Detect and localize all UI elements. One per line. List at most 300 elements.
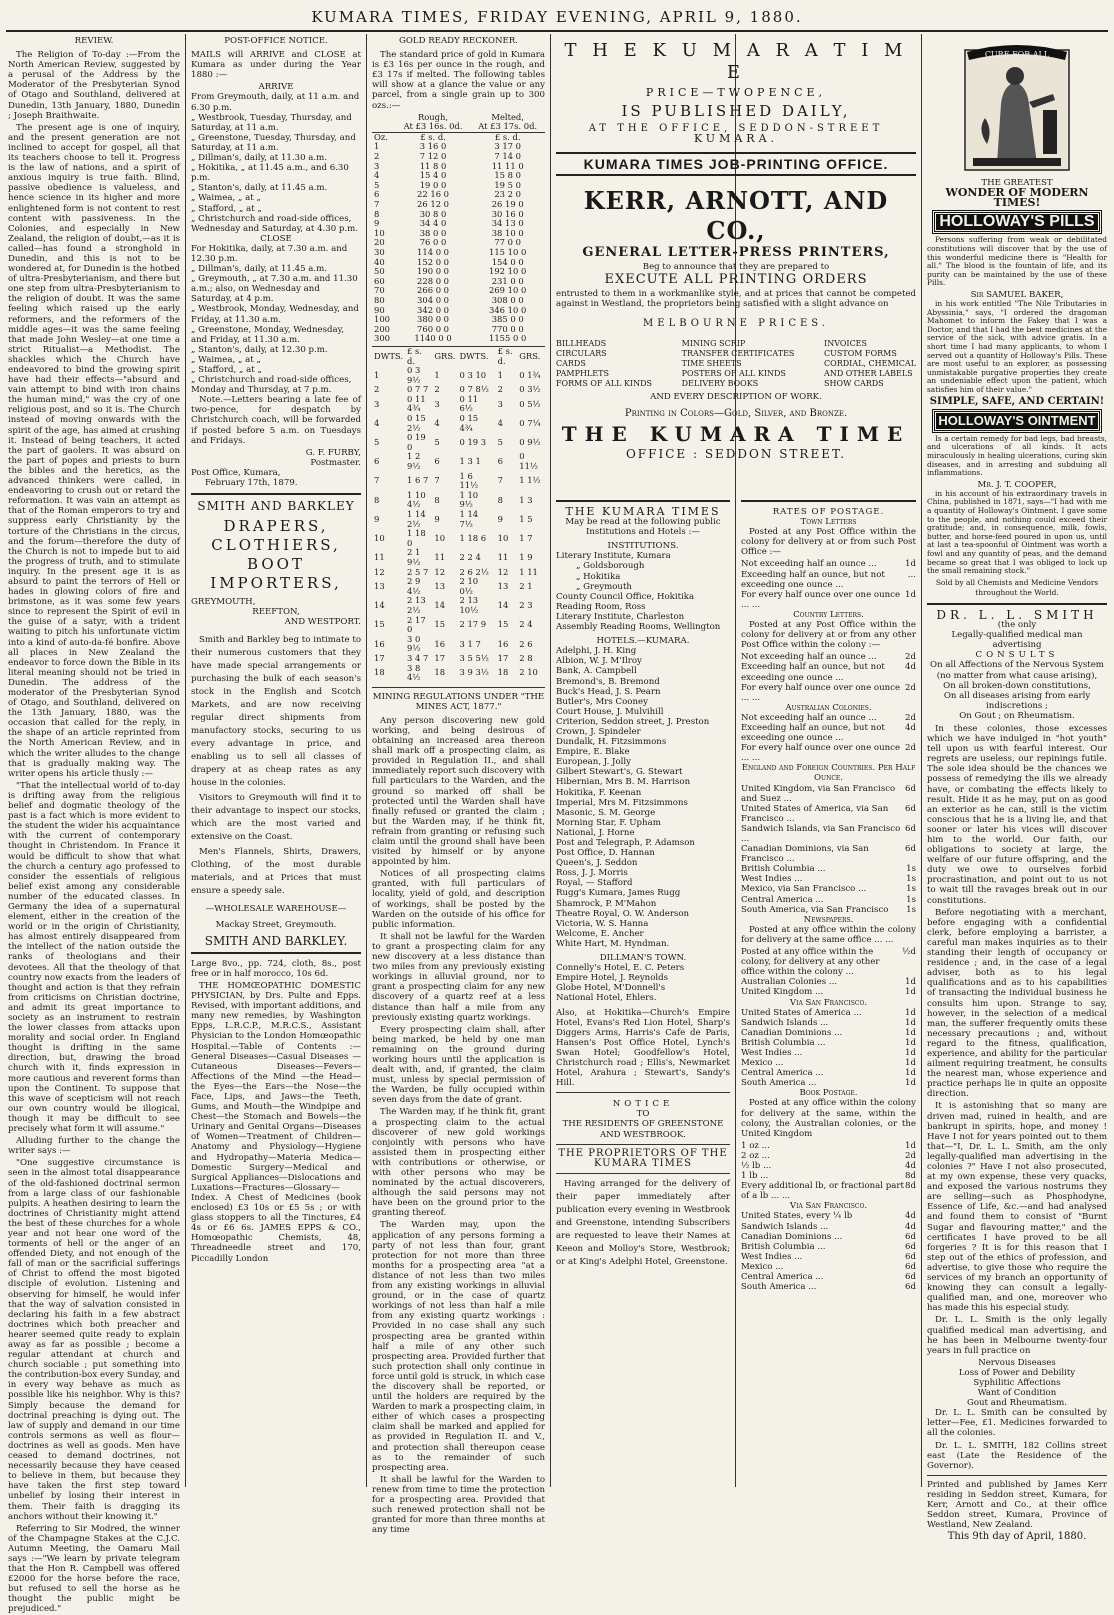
hotel-item: Theatre Royal, O. W. Anderson (556, 908, 690, 919)
consult-item: (no matter from what cause arising), (936, 670, 1098, 681)
postage-item: Not exceeding half an ounce ... (741, 559, 877, 570)
table-cell: 3 8 4½ (407, 662, 421, 683)
table-cell: 115 10 0 (489, 246, 527, 257)
table-cell: 34 4 0 (419, 218, 447, 229)
table-header: £ s. d. (420, 131, 446, 142)
table-cell: 1 10 9½ (459, 489, 479, 510)
table-row (372, 452, 545, 471)
postage-item: Exceeding half an ounce, but not exceeding one ounce ... (741, 569, 885, 590)
table-cell: 11 (434, 552, 446, 563)
postage-rate: 4d (905, 1161, 916, 1171)
institution-item: Assembly Reading Rooms, Wellington (556, 622, 721, 633)
table-cell: 2 13 2½ (407, 595, 426, 615)
table-cell: 38 10 0 (491, 227, 524, 238)
table-cell: 760 0 0 (417, 323, 450, 334)
close-item: „ Greenstone, Monday, Wednesday, and Friday, at 11.30 a.m. (191, 324, 345, 345)
table-cell: 5 (434, 437, 440, 448)
table-cell: 192 10 0 (489, 266, 527, 277)
institutions-label: INSTITUTIONS. (607, 541, 679, 552)
postage-rate: 1d (905, 559, 916, 570)
arrive-label: ARRIVE (258, 82, 294, 93)
table-cell: 16 (497, 638, 509, 649)
print-item: DELIVERY BOOKS (681, 379, 759, 389)
postage-row (741, 570, 916, 590)
rough-label: Rough, (417, 111, 449, 122)
postage-intro: Posted at any office within the colony for delivery at the same office ... ... (741, 924, 916, 945)
table-row (372, 491, 545, 510)
postage-row (741, 1232, 916, 1242)
table-cell: 2 1 (519, 580, 533, 591)
institution-item: „ Greymouth (576, 581, 632, 592)
greatest-line: THE GREATEST (981, 178, 1053, 188)
close-item: „ Greymouth, „ at 7.30 a.m. and 11.30 a.m.; also, on Wednesday and Saturday, at 4 p.m. (191, 274, 358, 305)
postage-item: Sandwich Islands, via San Francisco ... (741, 823, 901, 844)
table-cell: 16 (374, 638, 385, 649)
table-cell: 0 15 2½ (407, 413, 426, 433)
print-item: CARDS (556, 359, 586, 369)
table-cell: 5 (497, 437, 503, 448)
arrive-item: „ Hokitika, „ at 11.45 a.m., and 6.30 p.m. (191, 163, 349, 184)
postage-rate: 6d (905, 823, 916, 834)
drapers-ad-body: Men's Flannels, Shirts, Drawers, Clothing, of the most durable materials, and at Prices that must ensure a speedy sale. (191, 846, 361, 896)
table-cell: 3 1 7 (459, 638, 481, 649)
table-cell: 30 (374, 246, 385, 257)
table-cell: 100 (374, 314, 390, 325)
table-cell: 14 (497, 600, 509, 611)
postage-rate: 6d (905, 844, 916, 855)
table-cell: 10 (434, 532, 446, 543)
review-paragraph: "One suggestive circumstance is seen in the almost total disappearance of the old-fashioned doctrinal sermon from a large class of our fashionable pulpits. A heathen desiring to learn the doctrines of Christianity might attend the best of these churches for a whole year and not hear one word of the torments of hell or the anger of an offended Diety, and not enough of the fall of man or the sacrificial sufferings of Christ to offend the most bigoted disciple of evolution. Listening and observing for himself, he would infer that the way of salvation consisted in declaring his faith in a few abstract doctrines which both preacher and hearer seemed quite ready to explain away as far as possible ; become a regular attendant at church and church sociable ; put something into the contribution-box every Sunday, and in every way behave as much as possible like his neighbor. Why is this? Simply because the demand for doctrinal preaching is dying out. The law of supply and demand in our time controls sermons as well as flour—doctrines as well as goods. Men have ceased to demand doctrines, not necessarily because they have ceased to believe in them, but because they have taken the first step toward unbelief by losing their interest in them. Their faith is dragging its anchors without their knowing it." (8, 1158, 180, 1522)
postage-item: West Indies ... (741, 1047, 803, 1058)
post-office-note: Note.—Letters bearing a late fee of two-pence, for despatch by Christchurch coach, will be forwarded if posted before 5 a.m. on Tuesdays and Fridays. (191, 395, 361, 446)
table-cell: 1 14 2½ (407, 509, 426, 529)
table-cell: 2 10 0½ (459, 576, 479, 596)
table-cell: 5 (374, 179, 380, 190)
postage-rate: 1d (905, 1047, 916, 1058)
health-goddess-emblem (957, 34, 1077, 174)
wholesale-line: —WHOLESALE WAREHOUSE— (205, 903, 347, 914)
table-cell: 1 7 (519, 532, 533, 543)
table-cell: 15 4 0 (419, 170, 447, 181)
postage-rate: 1d (905, 1140, 916, 1151)
table-cell: 0 5½ (519, 398, 541, 409)
hotel-item: Imperial, Mrs M. Fitzsimmons (556, 797, 688, 808)
table-cell: 1 11 (519, 566, 538, 577)
table-row (372, 596, 545, 615)
table-cell: 0 1¾ (519, 369, 541, 380)
table-row (372, 472, 545, 491)
drapers-ad-town: GREYMOUTH, (191, 597, 256, 608)
postage-row (741, 1048, 916, 1058)
postage-item: Mexico ... (741, 1058, 784, 1069)
postage-rate: 1d (905, 1007, 916, 1018)
mining-paragraph: It shall be lawful for the Warden to renew from time to time the protection for a prospecting area. Provided that such renewed protection shall not be granted for more than three months at any time (372, 1474, 545, 1536)
postage-row (741, 652, 916, 662)
postage-item: 2 oz ... (741, 1150, 770, 1161)
table-cell: 12 (497, 566, 509, 577)
table-header: £ s. d. (497, 345, 513, 366)
institution-item: „ Goldsborough (576, 561, 645, 572)
postage-intro: Posted at any office within the colony for delivery at the same, within the colony, the Australian colonies, or the United Kingdom (741, 1098, 916, 1139)
times-title-line: THE KUMARA TIME (561, 421, 911, 446)
table-cell: 3 5 5½ (459, 652, 489, 663)
postage-row (741, 874, 916, 884)
fee-text: Dr. L. L. Smith can be consulted by letter—Fee, £1. Medicines forwarded to all the colonies. (927, 1408, 1107, 1439)
dr-smith-subtitle: Legally-qualified medical man advertising (951, 630, 1083, 651)
postage-row (741, 559, 916, 569)
table-cell: 17 (497, 652, 509, 663)
disease-item: Gout and Rheumatism. (966, 1398, 1068, 1409)
print-item: TRANSFER CERTIFICATES (681, 349, 795, 359)
hotel-item: Masonic, S. M. George (556, 807, 656, 818)
table-cell: 3 4 7 (407, 652, 429, 663)
sold-line: Sold by all Chemists and Medicine Vendors throughout the World. (935, 577, 1099, 597)
institution-item: County Council Office, Hokitika (556, 591, 695, 602)
table-cell: 90 (374, 304, 385, 315)
hotel-item: Albion, W. J. M'Ilroy (556, 656, 642, 667)
postage-item: Canadian Dominions ... (741, 1027, 843, 1038)
review-paragraph: "That the intellectual world of to-day is drifting away from the religious belief and dogmatic theology of the past is a fact which is more evident to the student the wider his acquaintance with the current of contemporary thought in Christendom. In France it would be difficult to show that what the church a century ago professed to consider the essentials of religious belief exist among any considerable number of the educated classes. In Germany the idea of a supernatural element, either in the creation of the world or in the origin of Christianity, has almost entirely disappeared from the intellect of the nation outside the ranks of theologians and their devotees. All that the theology of that country now exacts from the leaders of thought and action is that they refrain from criticisms on Christian doctrine, and admit its great importance to society as an instrument to restrain the lower classes from attacks upon morality and social order. In England thought is drifting in the same direction, but, drawing the broad church with it, finds expression in more cautious and reverent forms than upon the Continent. To suppose that this wave of scepticism will not reach our own country would be illogical, though it may be difficult to see precisely what form it will assume." (8, 780, 180, 1135)
hotel-item: Buck's Head, J. S. Pearn (556, 686, 661, 697)
table-cell: 16 (434, 638, 446, 649)
hotel-item: Queen's, J. Seddon (556, 858, 638, 869)
postage-row (741, 662, 916, 682)
table-cell: 1 2 9½ (407, 451, 421, 472)
postage-row (741, 884, 916, 894)
postage-rate: 1d (905, 1058, 916, 1069)
table-cell: 1 1½ (519, 475, 541, 486)
published-line: IS PUBLISHED DAILY, (621, 102, 851, 121)
print-item: SHOW CARDS (824, 379, 884, 389)
table-cell: 70 (374, 285, 385, 296)
table-cell: 266 0 0 (417, 285, 450, 296)
hotel-item: Court House, J. Mulvihill (556, 706, 664, 717)
column-rule (921, 34, 922, 1487)
hotel-item: Morning Star, F. Upham (556, 817, 661, 828)
postage-rate: ½d (902, 947, 916, 958)
gold-dwt-table (372, 346, 545, 683)
table-cell: 2 13 10½ (459, 595, 479, 615)
book-ad-body: THE HOMŒOPATHIC DOMESTIC PHYSICIAN, by Drs. Pulte and Epps. Revised, with important additions, and many new remedies, by Washington Epps, L.R.C.P., M.R.C.S., Assistant Physician to the London Homœopathic Hospital.—Table of Contents :—General Diseases—Casual Diseases — Cutaneous Diseases—Fevers—Affections of the Mind —the Head—the Eyes—the Ears—the Nose—the Face, Lips, and Jaws—the Teeth, Gums, and Mouth—the Windpipe and Chest—the Stomach and Bowels—the Urinary and Genital Organs—Diseases of Women—Treatment of Children—Anatomy and Physiology—Hygiene and Hydropathy—Materia Medica—Domestic Surgery—Medical and Surgical Appliances—Dislocations and Luxations—Fractures—Glossary—Index. A Chest of Medicines (book enclosed) £3 10s or £5 5s ; or with glass stoppers to all the Tinctures, £4 4s or £6 6s. JAMES EPPS & CO., Homœopathic Chemists, 48, Threadneedle street and 170, Piccadilly London (191, 980, 361, 1264)
post-office-place: Post Office, Kumara, (191, 467, 281, 478)
postage-row (741, 1171, 916, 1181)
postage-rate: 8d (905, 1181, 916, 1192)
postage-rate: 1s (906, 904, 916, 915)
postage-item: Central America ... (741, 894, 824, 905)
postage-row (741, 824, 916, 844)
mining-heading: MINING REGULATIONS UNDER "THE MINES ACT, 1877." (372, 691, 545, 712)
postage-item: Mexico, via San Francisco ... (741, 884, 867, 895)
hotel-item: Empire, E. Blake (556, 747, 630, 758)
mining-paragraph: Notices of all prospecting claims granted, with full particulars of locality, yield of gold, and description of workings, shall be posted by the Warden on the outside of his office for public information. (372, 869, 545, 930)
postage-row (741, 987, 916, 997)
disease-item: Loss of Power and Debility (958, 1367, 1076, 1378)
table-cell: 2 9 4½ (407, 576, 421, 596)
table-cell: 0 7 7 (407, 384, 429, 395)
table-cell: 2 6 (519, 638, 533, 649)
drapers-ad-line: CLOTHIERS, (211, 536, 341, 555)
postage-rate: 6d (905, 1282, 916, 1293)
reading-intro: May be read at the following public Institutions and Hotels :— (565, 517, 721, 538)
hotel-item: Hibernian, Mrs B. M. Harrison (556, 777, 691, 788)
postage-row (741, 864, 916, 874)
postage-section: Newspapers. (803, 914, 854, 925)
postage-item: British Columbia ... (741, 864, 826, 875)
table-cell: 8 (374, 494, 380, 505)
postage-row (741, 1161, 916, 1171)
table-cell: 6 (374, 189, 380, 200)
postage-section: Via San Francisco. (789, 997, 868, 1008)
column-rule (366, 34, 367, 1487)
reading-places-column (556, 500, 730, 1489)
drapers-address: Mackay Street, Greymouth. (215, 919, 337, 930)
table-cell: 5 (374, 437, 380, 448)
table-cell: 7 14 0 (494, 151, 521, 162)
postage-rate: 4d (905, 722, 916, 733)
baker-testimonial: in his work entitled "The Nile Tributaries in Abyssinia," says, "I ordered the dragoman Mahomet to inform the Fakey that I was a Doctor, and that I had the best medicines at the service of the sick, with advice gratis. In a short time I had many applicants, to whom I served out a quantity of Holloway's Pills. These are most useful to an explorer, as possessing unmistakable purgative properties they create an undeniable effect upon the patient, which satisfies him of their value." (927, 299, 1107, 394)
dr-body: In these colonies, those excesses which we have indulged in "hot youth" tell upon us with fearful interest. Our regrets are useless, our repinings futile. The sole idea should be the chances we possess of remedying the ills we already have, or combating the effects likely to result. Hide it as he may, put on as good an exterior as he can, still is the victim conscious that he is a living lie, and that sooner or later his vices will discover him to the world. Our faith, our obligations to society at large, the welfare of our future offspring, and the duty we owe to ourselves forbid procrastination, and point out to us not to wait till the ravages break out in our constitutions. (927, 723, 1107, 906)
table-cell: 2 10 (519, 667, 538, 678)
postage-item: Canadian Dominions, via San Francisco ... (741, 844, 869, 865)
close-item: For Hokitika, daily, at 7.30 a.m. and 12.30 p.m. (191, 243, 348, 264)
postage-row (741, 1262, 916, 1272)
postage-row (741, 804, 916, 824)
hotel-item: Bank, A. Campbell (556, 666, 637, 677)
postage-section: Australian Colonies. (785, 702, 872, 713)
table-cell: 7 (434, 475, 440, 486)
table-cell: 10 (374, 532, 385, 543)
table-cell: 38 0 0 (419, 227, 447, 238)
firm-name: KERR, ARNOTT, AND CO., (583, 186, 889, 246)
hotel-item: Bremond's, B. Bremond (556, 676, 660, 687)
table-cell: 15 (434, 619, 446, 630)
table-cell: 2 (497, 384, 503, 395)
table-cell: 8 (434, 494, 440, 505)
postage-item: Canadian Dominions ... (741, 1231, 843, 1242)
table-cell: 12 (374, 566, 385, 577)
table-cell: 2 5 7 (407, 566, 429, 577)
table-row (372, 334, 545, 344)
dr-body: Dr. L. L. Smith is the only legally qualified medical man advertising, and he has been in Melbourne twenty-four years in full practice on (927, 1315, 1107, 1356)
table-cell: 3 17 0 (494, 141, 521, 152)
postage-row (741, 1018, 916, 1028)
close-item: „ Dillman's, daily, at 11.45 a.m. (191, 264, 328, 275)
postage-rate: 1d (905, 1037, 916, 1048)
table-cell: 34 13 0 (491, 218, 524, 229)
disease-item: Want of Condition (977, 1388, 1057, 1399)
also-text: Also, at Hokitika—Church's Empire Hotel, Evans's Red Lion Hotel, Sharp's Diggers Arms, Harris's Cafe de Paris, Hansen's Post Office Hotel, Lynch's Swan Hotel; Goodfellow's Hotel, Christchurch road ; Ellis's, Newmarket Hotel, Arahura ; Stewart's, Sandy's Hill. (556, 1007, 730, 1089)
postage-row (741, 723, 916, 743)
consults-heading: CONSULTS (975, 650, 1059, 661)
table-cell: 22 16 0 (417, 189, 450, 200)
hotel-item: Victoria, W. S. Hanna (556, 918, 649, 929)
ointment-body: Is a certain remedy for bad legs, bad breasts, and ulcerations of all kinds. It acts miraculously in healing ulcerations, curing skin diseases, and in arresting and subduing all inflammations. (927, 433, 1107, 478)
emblem-banner-text: CURE FOR ALL (984, 50, 1050, 59)
table-cell: 4 (497, 417, 503, 428)
postage-item: Sandwich Islands ... (741, 1221, 829, 1232)
consult-item: On Gout ; on Rheumatism. (959, 710, 1075, 721)
arrive-item: „ Christchurch and road-side offices, Wednesday and Saturday, at 4.30 p.m. (191, 213, 359, 234)
dillman-hotel: National Hotel, Ehlers. (556, 993, 657, 1004)
table-cell: 0 7 8½ (459, 384, 489, 395)
holloways-ointment-banner: HOLLOWAY'S OINTMENT (933, 410, 1101, 432)
postage-rate: 1s (906, 874, 916, 885)
table-cell: 11 11 0 (491, 160, 524, 171)
table-cell: 7 (497, 475, 503, 486)
table-cell: 60 (374, 275, 385, 286)
review-paragraph: Alluding further to the change the writer says :— (8, 1136, 180, 1157)
table-row (372, 577, 545, 596)
table-cell: 6 (374, 456, 380, 467)
close-item: „ Waimea, „ at „ (191, 354, 261, 365)
notice-residents: THE RESIDENTS OF GREENSTONE AND WESTBROOK. (562, 1119, 724, 1140)
table-cell: 1 9 (519, 552, 533, 563)
postage-item: ½ lb ... (741, 1161, 772, 1171)
table-row (372, 433, 545, 452)
arrive-item: „ Waimea, „ at „ (191, 193, 261, 204)
hotel-item: Adelphi, J. H. King (556, 646, 637, 657)
table-header: GRS. (434, 350, 456, 361)
table-cell: 11 (374, 552, 385, 563)
table-cell: 26 12 0 (417, 199, 450, 209)
melted-label: Melted, (491, 111, 524, 122)
firm-subtitle: GENERAL LETTER-PRESS PRINTERS, (582, 245, 890, 261)
postage-item: Not exceeding half an ounce ... (741, 652, 877, 663)
table-cell: 6 (434, 456, 440, 467)
table-cell: 18 (374, 667, 385, 678)
table-cell: 269 10 0 (489, 285, 527, 296)
postage-item: West Indies ... (741, 874, 803, 885)
drapers-ad-signature: SMITH AND BARKLEY. (204, 933, 348, 948)
table-cell: 13 (374, 580, 385, 591)
postage-item: United States, every ¼ lb (741, 1211, 853, 1222)
table-cell: 1 (434, 369, 440, 380)
book-ad-intro: Large 8vo., pp. 724, cloth, 8s., post free or in half morocco, 10s 6d. (191, 958, 361, 979)
table-cell: 19 0 0 (419, 179, 447, 190)
postage-rate: 2d (905, 1150, 916, 1161)
print-item: FORMS OF ALL KINDS (556, 379, 652, 389)
postage-item: Posted at any office within the colony, for delivery at any other office within the colony ... (741, 947, 880, 978)
table-cell: 8 (497, 494, 503, 505)
print-item: TIME SHEETS (681, 359, 742, 369)
arrive-item: „ Stanton's, daily, at 11.45 a.m. (191, 183, 328, 194)
table-cell: 4 (374, 170, 380, 181)
table-row (372, 366, 545, 385)
table-cell: 1155 0 0 (489, 333, 527, 344)
postage-rate: 2d (905, 712, 916, 723)
postage-rate: 1d (905, 987, 916, 998)
postage-rate: 1s (906, 894, 916, 905)
drapers-ad-line: DRAPERS, (223, 517, 329, 536)
postage-row (741, 1272, 916, 1282)
hotel-item: Welcome, E. Ancher (556, 928, 644, 939)
hotel-item: Rugg's Kumara, James Rugg (556, 888, 681, 899)
postage-rate: 2d (905, 682, 916, 693)
post-office-intro: MAILS will ARRIVE and CLOSE at Kumara as under during the Year 1880 :— (191, 50, 361, 81)
postage-section: Town Letters (800, 517, 857, 528)
postage-rate: 6d (905, 1251, 916, 1262)
table-cell: 1 5 (519, 513, 533, 524)
table-cell: 9 (374, 513, 380, 524)
imprint-date: This 9th day of April, 1880. (947, 1531, 1087, 1543)
table-cell: 2 (374, 151, 380, 162)
postage-rate: 6d (905, 1231, 916, 1242)
entrusted-text: entrusted to them in a workmanlike style, and at prices that cannot be competed against in Westland, the proprietors being satisfied with a slight advance on (556, 288, 916, 309)
postage-item: Central America ... (741, 1272, 824, 1283)
table-header: GRS. (519, 350, 541, 361)
table-cell: 14 (374, 600, 385, 611)
hotel-item: White Hart, M. Hyndman. (556, 938, 670, 949)
hotel-item: Hokitika, F. Keenan (556, 787, 642, 798)
simple-heading: SIMPLE, SAFE, AND CERTAIN! (929, 395, 1105, 407)
dr-address: Dr. L. L. SMITH, 182 Collins street east (Late the Residence of the Governor). (927, 1440, 1107, 1471)
table-cell: 114 0 0 (417, 246, 450, 257)
table-cell: 77 0 0 (494, 237, 521, 248)
table-cell: 9 (497, 513, 503, 524)
table-row (372, 616, 545, 635)
postage-item: Exceeding half an ounce, but not exceeding one ounce ... (741, 662, 885, 683)
proprietors-title: THE PROPRIETORS OF THE KUMARA TIMES (558, 1147, 728, 1169)
table-cell: 3 (497, 398, 503, 409)
review-column (8, 34, 180, 1615)
hotels-label: HOTELS.—KUMARA. (596, 636, 690, 647)
drapers-ad-title: SMITH AND BARKLEY (197, 499, 355, 514)
table-cell: 7 (374, 199, 380, 209)
table-cell: 342 0 0 (417, 304, 450, 315)
postage-row (741, 1252, 916, 1262)
postage-row (741, 1222, 916, 1232)
patent-medicine-column (927, 34, 1107, 1543)
table-cell: 2 4 (519, 619, 533, 630)
table-row (372, 395, 545, 414)
town-line: KUMARA. (693, 132, 779, 146)
notice-to: TO (636, 1109, 650, 1120)
close-item: „ Stanton's, daily, at 12.30 p.m. (191, 344, 328, 355)
postage-row (741, 1068, 916, 1078)
postage-item: Not exceeding half an ounce ... (741, 712, 877, 723)
post-office-column (191, 34, 361, 1489)
table-cell: 1 18 6 (459, 532, 487, 543)
postage-item: South America, via San Francisco (741, 904, 889, 915)
table-cell: 14 (434, 600, 446, 611)
postage-row (741, 1282, 916, 1292)
print-item: PAMPHLETS (556, 369, 609, 379)
table-cell: 80 (374, 294, 385, 305)
postage-item: South America ... (741, 1078, 817, 1089)
mining-paragraph: The Warden may, if he think fit, grant a prospecting claim to the actual discoverer of new gold workings conjointly with persons who have assisted them in prospecting either with contributions or otherwise, or with other persons who may be nominated by the actual discoverers, although the said persons may not have been on the ground prior to the granting thereof. (372, 1107, 545, 1219)
postage-item: Central America ... (741, 1068, 824, 1079)
postage-row (741, 1242, 916, 1252)
mining-paragraph: Every prospecting claim shall, after being marked, be held by one man remaining on the ground during working hours until the application is dealt with, and, if granted, the claim must, unless by special permission of the Warden, be fully occupied within seven days from the date of grant. (372, 1024, 545, 1106)
table-cell: 11 (497, 552, 509, 563)
print-item: POSTERS OF ALL KINDS (681, 369, 786, 379)
postage-item: For every half ounce over one ounce ... ... (741, 743, 901, 764)
institution-item: „ Hokitika (576, 571, 621, 582)
table-header: £ s. d. (494, 131, 521, 142)
table-cell: 13 (434, 580, 446, 591)
hotel-item: Crown, J. Spindeler (556, 726, 641, 737)
table-cell: 30 8 0 (419, 208, 447, 219)
post-office-date: February 17th, 1879. (205, 478, 298, 489)
table-cell: 18 (434, 667, 446, 678)
postage-item: Every additional lb, or fractional part of a lb ... ... (741, 1181, 904, 1202)
column-rule (550, 34, 551, 1487)
cooper-name: Mr. J. T. COOPER, (977, 479, 1057, 490)
postage-item: United States of America ... (741, 1007, 862, 1018)
print-item: CIRCULARS (556, 349, 607, 359)
print-item: CUSTOM FORMS (824, 349, 897, 359)
postage-rate: 1s (906, 864, 916, 875)
